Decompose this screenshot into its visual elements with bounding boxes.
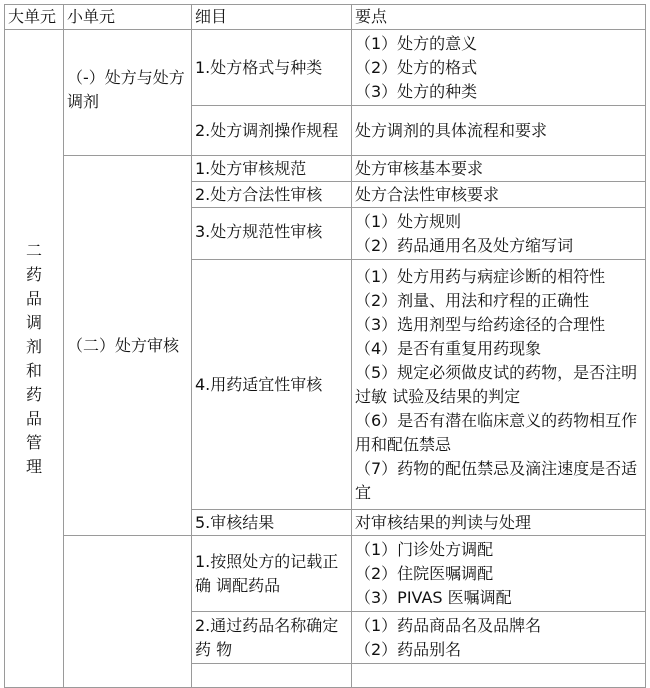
header-cell-points: 要点 xyxy=(352,5,646,30)
detail-cell xyxy=(192,182,352,208)
detail-label: 3.处方规范性审核 xyxy=(195,222,323,241)
point-text: （3）处方的种类 xyxy=(355,81,478,101)
subunit-cell xyxy=(64,156,192,536)
detail-label: 1.按照处方的记载正确 调配药品 xyxy=(195,551,339,595)
point-text: 处方调剂的具体流程和要求 xyxy=(355,120,548,140)
point-text: （1）处方规则 xyxy=(355,211,462,231)
point-text: 处方合法性审核要求 xyxy=(355,184,500,204)
detail-cell xyxy=(192,156,352,182)
header-row xyxy=(5,5,646,30)
points-cell xyxy=(352,182,646,208)
detail-label: 2.处方合法性审核 xyxy=(195,184,323,204)
detail-cell xyxy=(192,510,352,536)
points-cell xyxy=(352,536,646,612)
point-text: （2）药品别名 xyxy=(355,639,462,659)
points-cell xyxy=(352,612,646,664)
subunit-label: （-）处方与处方调剂 xyxy=(67,68,185,111)
point-text: （5）规定必须做皮试的药物，是否注明过敏 试验及结果的判定 xyxy=(355,362,638,406)
syllabus-table xyxy=(4,4,646,688)
point-text: （1）处方用药与病症诊断的相符性 xyxy=(355,266,606,286)
detail-label: 1.处方格式与种类 xyxy=(195,57,323,77)
point-text: 对审核结果的判读与处理 xyxy=(355,512,532,532)
detail-label: 2.通过药品名称确定药 物 xyxy=(195,615,339,659)
point-text: （3）PIVAS 医嘱调配 xyxy=(355,587,512,607)
detail-cell-partial xyxy=(192,664,352,688)
point-text: （2）药品通用名及处方缩写词 xyxy=(355,235,574,255)
point-text: 处方审核基本要求 xyxy=(355,158,484,178)
header-cell-detail: 细目 xyxy=(192,5,352,30)
point-text: （3）选用剂型与给药途径的合理性 xyxy=(355,314,606,334)
detail-label: 5.审核结果 xyxy=(195,512,275,532)
point-text: （1）处方的意义 xyxy=(355,33,478,53)
points-cell xyxy=(352,106,646,156)
table-row xyxy=(5,30,646,106)
detail-cell xyxy=(192,260,352,510)
subunit-label: （二）处方审核 xyxy=(67,335,180,355)
point-text: （2）住院医嘱调配 xyxy=(355,563,494,583)
detail-cell xyxy=(192,30,352,106)
points-cell xyxy=(352,156,646,182)
subunit-cell xyxy=(64,30,192,156)
detail-cell xyxy=(192,208,352,260)
point-text: （2）剂量、用法和疗程的正确性 xyxy=(355,290,590,310)
points-cell xyxy=(352,260,646,510)
unit-cell xyxy=(5,30,64,688)
unit-label: 二 药 品 调 剂 和 药 品 管 理 xyxy=(25,240,42,476)
point-text: （2）处方的格式 xyxy=(355,57,478,77)
point-text: （7）药物的配伍禁忌及滴注速度是否适宜 xyxy=(355,458,638,502)
header-cell-subunit: 小单元 xyxy=(64,5,192,30)
points-cell-partial xyxy=(352,664,646,688)
detail-label: 4.用药适宜性审核 xyxy=(195,374,323,394)
detail-label: 1.处方审核规范 xyxy=(195,158,307,178)
points-cell xyxy=(352,208,646,260)
header-cell-unit: 大单元 xyxy=(5,5,64,30)
detail-cell xyxy=(192,612,352,664)
table-row xyxy=(5,156,646,182)
detail-cell xyxy=(192,536,352,612)
point-text: （1）药品商品名及品牌名 xyxy=(355,615,542,635)
points-cell xyxy=(352,30,646,106)
detail-label: 2.处方调剂操作规程 xyxy=(195,120,339,140)
subunit-cell-empty xyxy=(64,536,192,688)
point-text: （6）是否有潜在临床意义的药物相互作用和配伍禁忌 xyxy=(355,410,638,454)
point-text: （1）门诊处方调配 xyxy=(355,539,494,559)
table-row xyxy=(5,536,646,612)
point-text: （4）是否有重复用药现象 xyxy=(355,338,542,358)
points-cell xyxy=(352,510,646,536)
detail-cell xyxy=(192,106,352,156)
